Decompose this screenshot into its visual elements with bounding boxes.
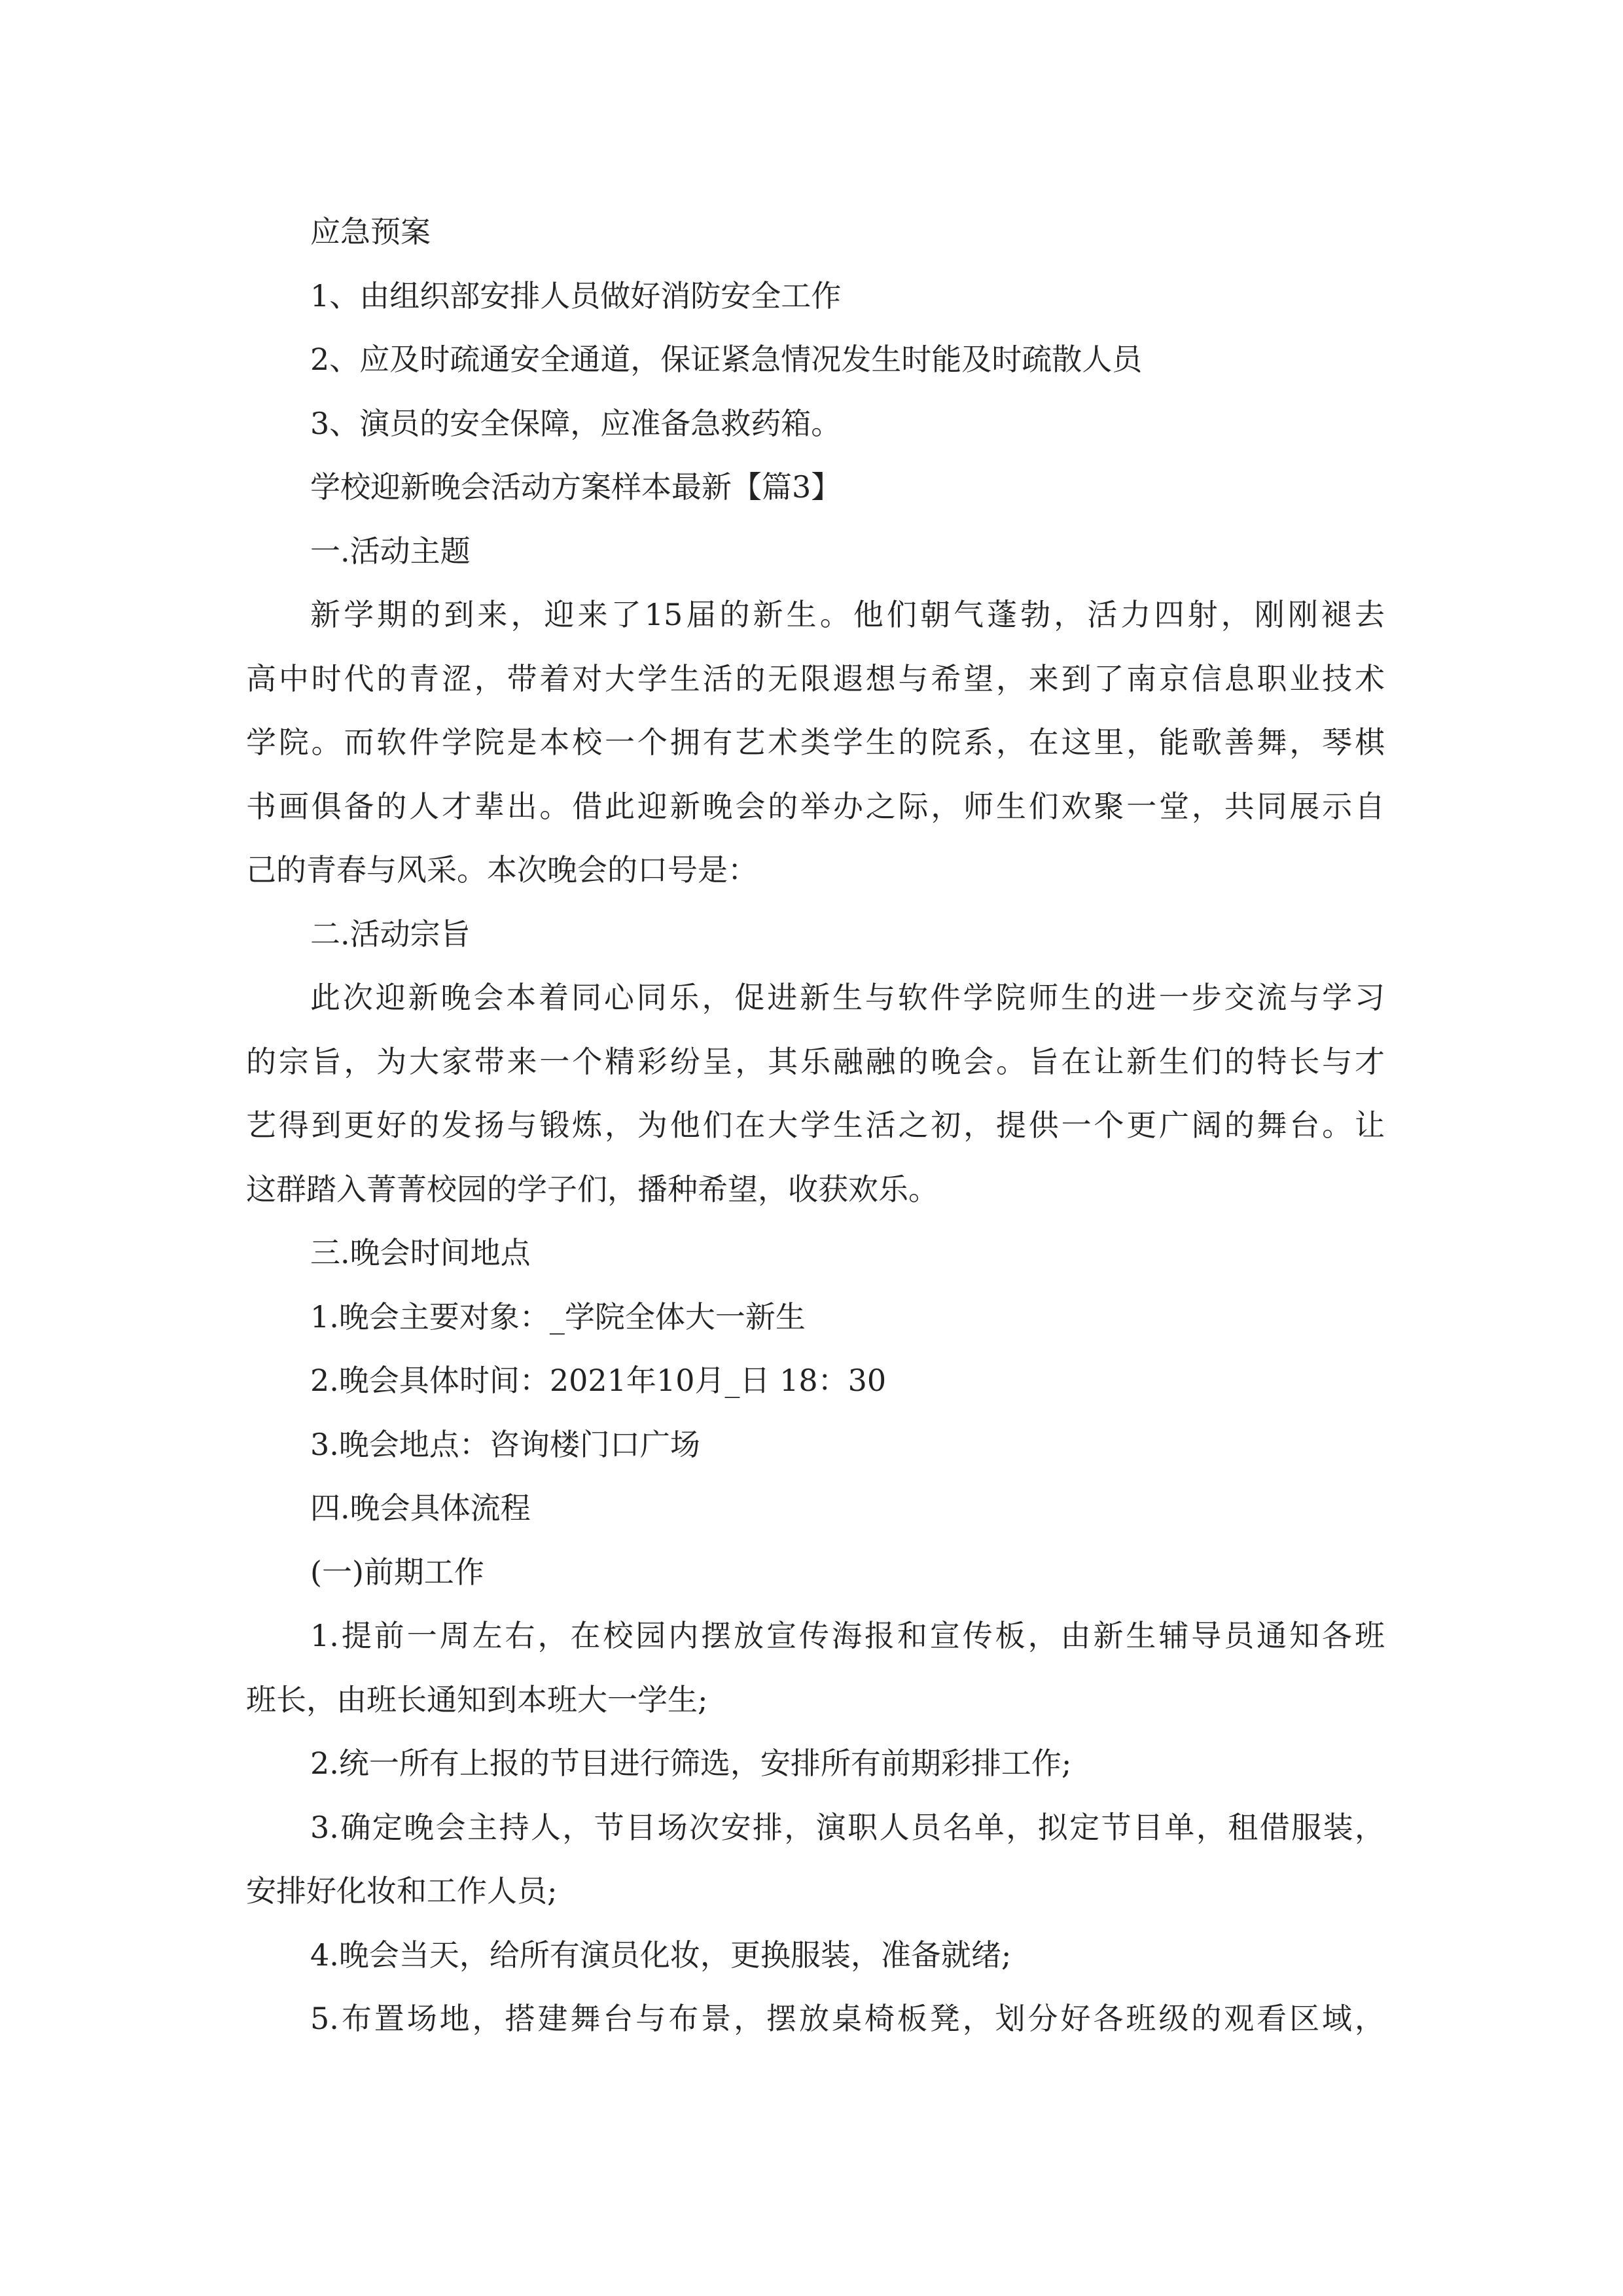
list-item: 1.提前一周左右，在校园内摆放宣传海报和宣传板，由新生辅导员通知各班 <box>310 1618 1385 1653</box>
heading-activity-theme: 一.活动主题 <box>310 533 471 569</box>
heading-program-flow: 四.晚会具体流程 <box>310 1490 531 1526</box>
paragraph-line: 己的青春与风采。本次晚会的口号是： <box>246 852 758 888</box>
paragraph-line: 新学期的到来，迎来了15届的新生。他们朝气蓬勃，活力四射，刚刚褪去 <box>310 597 1385 632</box>
list-item: 4.晚会当天，给所有演员化妆，更换服装，准备就绪; <box>310 1937 1012 1973</box>
heading-emergency-plan: 应急预案 <box>310 214 431 249</box>
paragraph-line: 书画俱备的人才辈出。借此迎新晚会的举办之际，师生们欢聚一堂，共同展示自 <box>246 788 1385 824</box>
paragraph-line: 3、演员的安全保障，应准备急救药箱。 <box>310 405 842 441</box>
paragraph-line: 此次迎新晚会本着同心同乐，促进新生与软件学院师生的进一步交流与学习 <box>310 980 1385 1015</box>
paragraph-line: 艺得到更好的发扬与锻炼，为他们在大学生活之初，提供一个更广阔的舞台。让 <box>246 1107 1385 1143</box>
list-item: 1.晚会主要对象：_学院全体大一新生 <box>310 1299 806 1335</box>
document-body <box>246 200 1385 2051</box>
list-item: 5.布置场地，搭建舞台与布景，摆放桌椅板凳，划分好各班级的观看区域， <box>310 2001 1385 2036</box>
paragraph-line: 2、应及时疏通安全通道，保证紧急情况发生时能及时疏散人员 <box>310 342 1143 377</box>
heading-time-location: 三.晚会时间地点 <box>310 1235 531 1270</box>
paragraph-line: 1、由组织部安排人员做好消防安全工作 <box>310 278 842 314</box>
paragraph-line: 学院。而软件学院是本校一个拥有艺术类学生的院系，在这里，能歌善舞，琴棋 <box>246 725 1385 760</box>
list-item-continuation: 班长，由班长通知到本班大一学生; <box>246 1681 708 1717</box>
section-title: 学校迎新晚会活动方案样本最新【篇3】 <box>310 469 842 505</box>
subheading-preparation: (一)前期工作 <box>310 1554 484 1590</box>
paragraph-line: 的宗旨，为大家带来一个精彩纷呈，其乐融融的晚会。旨在让新生们的特长与才 <box>246 1043 1385 1079</box>
paragraph-line: 高中时代的青涩，带着对大学生活的无限遐想与希望，来到了南京信息职业技术 <box>246 660 1385 696</box>
list-item: 2.统一所有上报的节目进行筛选，安排所有前期彩排工作; <box>310 1746 1072 1781</box>
heading-activity-purpose: 二.活动宗旨 <box>310 916 471 952</box>
list-item: 3.晚会地点：咨询楼门口广场 <box>310 1426 700 1462</box>
list-item: 2.晚会具体时间：2021年10月_日 18：30 <box>310 1363 887 1398</box>
list-item-continuation: 安排好化妆和工作人员; <box>246 1873 558 1909</box>
paragraph-line: 这群踏入菁菁校园的学子们，播种希望，收获欢乐。 <box>246 1171 938 1207</box>
list-item: 3.确定晚会主持人，节目场次安排，演职人员名单，拟定节目单，租借服装， <box>310 1809 1385 1845</box>
